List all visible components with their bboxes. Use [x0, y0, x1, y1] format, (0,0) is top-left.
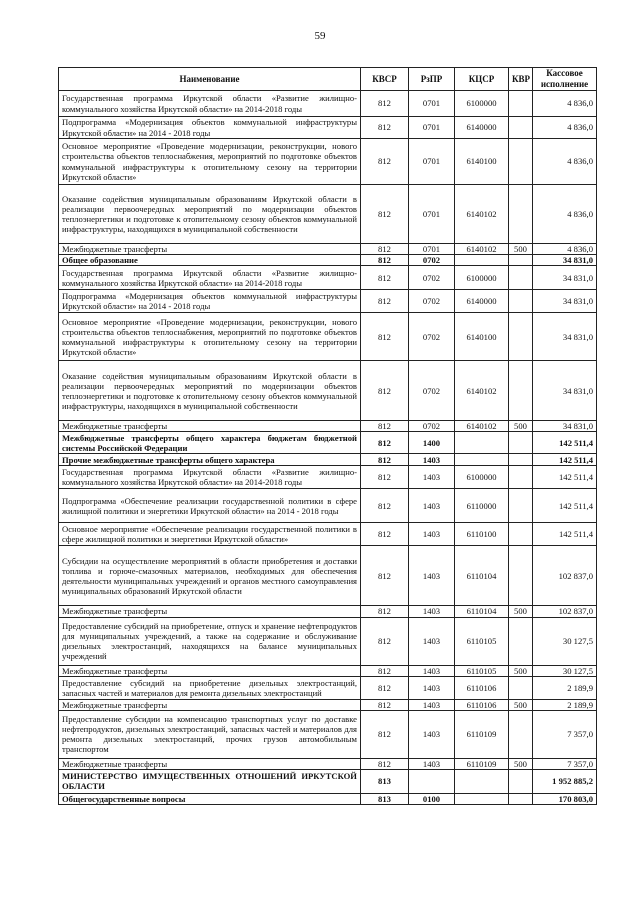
row-kvsr: 812 [361, 489, 409, 523]
row-amount: 34 831,0 [533, 255, 597, 266]
row-kvr [509, 454, 533, 466]
row-kvsr: 812 [361, 606, 409, 617]
row-amount: 4 836,0 [533, 139, 597, 185]
row-name: Оказание содействия муниципальным образованиям Иркутской области в реализации первоочередных мероприятий по модернизации объектов теплоэнергетики и подготовке к отопительному сезону объектов коммунальной инфраструктуры, находящихся в муниципальной собственности [59, 361, 361, 421]
row-kcsr: 6140000 [455, 117, 509, 139]
row-amount: 2 189,9 [533, 699, 597, 710]
row-kvr [509, 793, 533, 804]
row-kcsr: 6100000 [455, 466, 509, 489]
row-rzpr: 0100 [409, 793, 455, 804]
row-rzpr: 0702 [409, 361, 455, 421]
row-name: Межбюджетные трансферты [59, 665, 361, 676]
row-kcsr [455, 432, 509, 454]
row-kvr: 500 [509, 758, 533, 769]
row-kvsr: 812 [361, 699, 409, 710]
row-rzpr: 0702 [409, 266, 455, 290]
row-amount: 34 831,0 [533, 290, 597, 313]
row-name: Субсидии на осуществление мероприятий в области приобретения и доставки топлива и горюче-смазочных материалов, необходимых для обеспечения деятельности муниципальных учреждений и органов местного самоуправления муниципальных образований Иркутской области [59, 546, 361, 606]
row-amount: 34 831,0 [533, 313, 597, 361]
row-kvsr: 812 [361, 313, 409, 361]
row-name: Основное мероприятие «Проведение модернизации, реконструкции, нового строительства объектов теплоснабжения, мероприятий по подготовке объектов коммунальной инфраструктуры к отопительному сезону на территории Иркутской области» [59, 139, 361, 185]
row-rzpr: 1403 [409, 665, 455, 676]
row-kvsr: 812 [361, 617, 409, 665]
row-kcsr: 6140102 [455, 421, 509, 432]
row-kcsr: 6110105 [455, 665, 509, 676]
row-kvr [509, 361, 533, 421]
row-kcsr: 6110104 [455, 546, 509, 606]
row-kvsr: 812 [361, 290, 409, 313]
header-amount: Кассовое исполнение [533, 68, 597, 91]
row-kvr [509, 91, 533, 117]
table-row [59, 793, 597, 804]
row-kvsr: 812 [361, 421, 409, 432]
row-kvsr: 812 [361, 676, 409, 699]
row-rzpr: 0701 [409, 244, 455, 255]
row-amount: 142 511,4 [533, 489, 597, 523]
row-amount: 7 357,0 [533, 710, 597, 758]
row-rzpr: 0701 [409, 139, 455, 185]
table-row [59, 139, 597, 185]
row-kvr: 500 [509, 699, 533, 710]
row-kcsr: 6140102 [455, 185, 509, 244]
row-rzpr: 0702 [409, 421, 455, 432]
table-row [59, 117, 597, 139]
row-kcsr: 6110104 [455, 606, 509, 617]
row-rzpr: 1403 [409, 546, 455, 606]
table-row [59, 185, 597, 244]
budget-table [58, 67, 597, 805]
table-row [59, 758, 597, 769]
table-row [59, 91, 597, 117]
row-kcsr: 6100000 [455, 266, 509, 290]
table-row [59, 313, 597, 361]
table-row [59, 266, 597, 290]
row-kcsr [455, 454, 509, 466]
row-kvr: 500 [509, 244, 533, 255]
row-kcsr: 6110100 [455, 523, 509, 546]
row-kvr [509, 546, 533, 606]
row-kcsr: 6140100 [455, 313, 509, 361]
table-row [59, 290, 597, 313]
row-name: Межбюджетные трансферты [59, 421, 361, 432]
row-name: МИНИСТЕРСТВО ИМУЩЕСТВЕННЫХ ОТНОШЕНИЙ ИРКУТСКОЙ ОБЛАСТИ [59, 769, 361, 793]
row-rzpr: 0702 [409, 255, 455, 266]
row-kvsr: 812 [361, 758, 409, 769]
table-row [59, 432, 597, 454]
row-kvsr: 812 [361, 361, 409, 421]
row-name: Государственная программа Иркутской области «Развитие жилищно-коммунального хозяйства Иркутской области» на 2014-2018 годы [59, 466, 361, 489]
row-kvr [509, 523, 533, 546]
row-kvr [509, 432, 533, 454]
row-amount: 30 127,5 [533, 665, 597, 676]
row-rzpr: 1403 [409, 523, 455, 546]
row-kvr [509, 139, 533, 185]
row-name: Подпрограмма «Обеспечение реализации государственной политики в сфере жилищной политики и энергетики Иркутской области» на 2014 - 2018 годы [59, 489, 361, 523]
row-name: Общегосударственные вопросы [59, 793, 361, 804]
row-rzpr: 0702 [409, 290, 455, 313]
table-row [59, 466, 597, 489]
table-row [59, 523, 597, 546]
row-amount: 30 127,5 [533, 617, 597, 665]
row-name: Предоставление субсидий на приобретение дизельных электростанций, запасных частей и материалов для ремонта дизельных электростанций [59, 676, 361, 699]
row-kvr [509, 290, 533, 313]
row-amount: 4 836,0 [533, 91, 597, 117]
row-name: Межбюджетные трансферты [59, 758, 361, 769]
row-rzpr: 1403 [409, 617, 455, 665]
row-name: Межбюджетные трансферты общего характера бюджетам бюджетной системы Российской Федерации [59, 432, 361, 454]
row-amount: 4 836,0 [533, 185, 597, 244]
row-name: Общее образование [59, 255, 361, 266]
row-amount: 142 511,4 [533, 454, 597, 466]
row-amount: 142 511,4 [533, 466, 597, 489]
header-name: Наименование [59, 68, 361, 91]
row-name: Основное мероприятие «Проведение модернизации, реконструкции, нового строительства объектов теплоснабжения, мероприятий по подготовке объектов коммунальной инфраструктуры к отопительному сезону на территории Иркутской области» [59, 313, 361, 361]
table-row [59, 676, 597, 699]
row-kvsr: 812 [361, 244, 409, 255]
table-row [59, 255, 597, 266]
row-kvr [509, 466, 533, 489]
row-name: Государственная программа Иркутской области «Развитие жилищно-коммунального хозяйства Иркутской области» на 2014-2018 годы [59, 266, 361, 290]
row-kvr [509, 676, 533, 699]
row-amount: 4 836,0 [533, 117, 597, 139]
row-kvr [509, 769, 533, 793]
row-kvr [509, 710, 533, 758]
table-body [59, 91, 597, 805]
row-rzpr: 1403 [409, 466, 455, 489]
row-kcsr: 6140000 [455, 290, 509, 313]
row-name: Межбюджетные трансферты [59, 699, 361, 710]
row-amount: 102 837,0 [533, 546, 597, 606]
row-kvsr: 812 [361, 266, 409, 290]
row-rzpr: 1403 [409, 710, 455, 758]
row-kcsr: 6100000 [455, 91, 509, 117]
row-amount: 4 836,0 [533, 244, 597, 255]
row-kcsr: 6110109 [455, 758, 509, 769]
row-amount: 142 511,4 [533, 523, 597, 546]
row-kvr [509, 617, 533, 665]
row-kvr [509, 489, 533, 523]
row-rzpr: 1403 [409, 606, 455, 617]
row-kvr [509, 313, 533, 361]
row-kcsr: 6140102 [455, 244, 509, 255]
table-row [59, 489, 597, 523]
row-kvsr: 812 [361, 466, 409, 489]
row-kvr: 500 [509, 421, 533, 432]
row-kvr [509, 185, 533, 244]
row-amount: 2 189,9 [533, 676, 597, 699]
row-rzpr: 0701 [409, 185, 455, 244]
row-kcsr: 6110105 [455, 617, 509, 665]
row-kvsr: 813 [361, 793, 409, 804]
table-row [59, 769, 597, 793]
table-row [59, 546, 597, 606]
row-name: Предоставление субсидии на компенсацию транспортных услуг по доставке нефтепродуктов, дизельных электростанций, запасных частей и материалов для ремонта дизельных электростанций, прочих грузов автомобильным транспортом [59, 710, 361, 758]
row-rzpr: 0701 [409, 91, 455, 117]
row-kvsr: 812 [361, 185, 409, 244]
page-number: 59 [314, 30, 326, 42]
row-amount: 7 357,0 [533, 758, 597, 769]
table-row [59, 710, 597, 758]
table-row [59, 454, 597, 466]
row-kcsr: 6140100 [455, 139, 509, 185]
table-row [59, 699, 597, 710]
row-rzpr: 1403 [409, 454, 455, 466]
row-kcsr: 6110106 [455, 699, 509, 710]
row-rzpr [409, 769, 455, 793]
row-kcsr [455, 769, 509, 793]
table-row [59, 617, 597, 665]
header-rzpr: РзПР [409, 68, 455, 91]
row-name: Оказание содействия муниципальным образованиям Иркутской области в реализации первоочередных мероприятий по модернизации объектов теплоэнергетики и подготовке к отопительному сезону объектов коммунальной инфраструктуры, находящихся в муниципальной собственности [59, 185, 361, 244]
row-amount: 142 511,4 [533, 432, 597, 454]
row-name: Межбюджетные трансферты [59, 244, 361, 255]
table-row [59, 421, 597, 432]
row-rzpr: 1403 [409, 489, 455, 523]
row-kvsr: 812 [361, 139, 409, 185]
table-header-row [59, 68, 597, 91]
row-amount: 34 831,0 [533, 361, 597, 421]
row-kcsr [455, 793, 509, 804]
row-rzpr: 1403 [409, 758, 455, 769]
row-kvr [509, 266, 533, 290]
row-kvsr: 812 [361, 91, 409, 117]
row-kvsr: 812 [361, 665, 409, 676]
table-row [59, 244, 597, 255]
row-rzpr: 1403 [409, 699, 455, 710]
table-row [59, 606, 597, 617]
row-kvsr: 812 [361, 432, 409, 454]
row-name: Подпрограмма «Модернизация объектов коммунальной инфраструктуры Иркутской области» на 2014 - 2018 годы [59, 290, 361, 313]
row-kvsr: 812 [361, 117, 409, 139]
row-rzpr: 1403 [409, 676, 455, 699]
row-kcsr: 6110106 [455, 676, 509, 699]
row-rzpr: 1400 [409, 432, 455, 454]
row-rzpr: 0702 [409, 313, 455, 361]
row-name: Государственная программа Иркутской области «Развитие жилищно-коммунального хозяйства Иркутской области» на 2014-2018 годы [59, 91, 361, 117]
row-amount: 34 831,0 [533, 266, 597, 290]
row-amount: 102 837,0 [533, 606, 597, 617]
row-kvr [509, 117, 533, 139]
row-amount: 170 803,0 [533, 793, 597, 804]
row-name: Основное мероприятие «Обеспечение реализации государственной политики в сфере жилищной политики и энергетики Иркутской области» [59, 523, 361, 546]
row-kcsr: 6110109 [455, 710, 509, 758]
row-kcsr: 6140102 [455, 361, 509, 421]
row-rzpr: 0701 [409, 117, 455, 139]
row-name: Подпрограмма «Модернизация объектов коммунальной инфраструктуры Иркутской области» на 2014 - 2018 годы [59, 117, 361, 139]
header-kcsr: КЦСР [455, 68, 509, 91]
row-kvsr: 812 [361, 255, 409, 266]
row-kvsr: 813 [361, 769, 409, 793]
row-kvsr: 812 [361, 546, 409, 606]
row-kvsr: 812 [361, 523, 409, 546]
row-kvr [509, 255, 533, 266]
row-kvr: 500 [509, 665, 533, 676]
row-kvr: 500 [509, 606, 533, 617]
row-kcsr: 6110000 [455, 489, 509, 523]
row-amount: 1 952 885,2 [533, 769, 597, 793]
row-kvsr: 812 [361, 454, 409, 466]
row-name: Предоставление субсидий на приобретение, отпуск и хранение нефтепродуктов для муниципальных учреждений, а также на содержание и обслуживание дизельных электростанций, находящихся на балансе муниципальных учреждений [59, 617, 361, 665]
row-name: Прочие межбюджетные трансферты общего характера [59, 454, 361, 466]
header-kvr: КВР [509, 68, 533, 91]
table-row [59, 361, 597, 421]
table-row [59, 665, 597, 676]
header-kvsr: КВСР [361, 68, 409, 91]
row-name: Межбюджетные трансферты [59, 606, 361, 617]
row-kvsr: 812 [361, 710, 409, 758]
row-amount: 34 831,0 [533, 421, 597, 432]
row-kcsr [455, 255, 509, 266]
